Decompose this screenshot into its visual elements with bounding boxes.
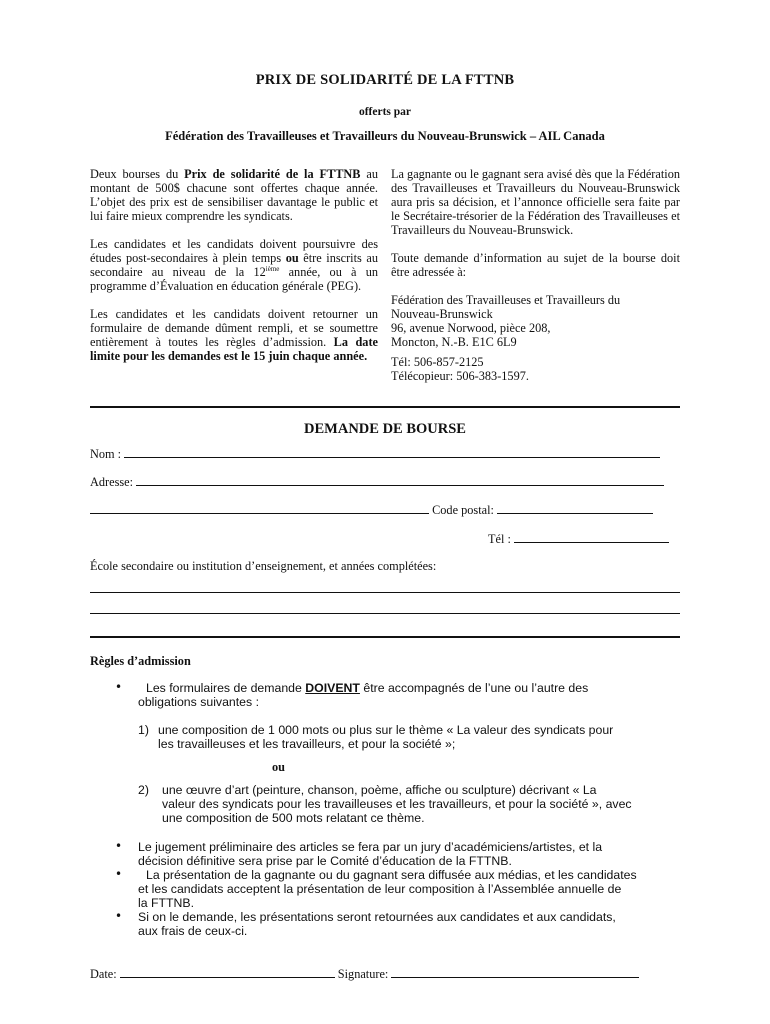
sub-item-2-number: 2) bbox=[138, 783, 149, 797]
school-input-line-2[interactable] bbox=[90, 613, 680, 614]
sub-item-1-number: 1) bbox=[138, 723, 149, 737]
left-paragraph-3: Les candidates et les candidats doivent retourner un formulaire de demande dûment rempli, et se soumettre entièrement à toutes les règles d’admission. La date limite pour les demandes est le 15 juin chaque année. bbox=[90, 307, 378, 363]
right-paragraph-1: La gagnante ou le gagnant sera avisé dès que la Fédération des Travailleuses et Travailleurs du Nouveau-Brunswick aura pris sa décision, et l’annonce officielle sera faite par le Secrétaire-trésorier de la Fédération des Travailleuses et Travailleurs du Nouveau-Brunswick. bbox=[391, 167, 680, 237]
school-label: École secondaire ou institution d’enseignement, et années complétées: bbox=[90, 559, 437, 573]
fax-text: Télécopieur: 506-383-1597. bbox=[391, 369, 529, 383]
postal-code-input-line[interactable] bbox=[497, 502, 653, 514]
bullet-icon: • bbox=[115, 680, 123, 694]
federation-name: Fédération des Travailleuses et Travailleurs du Nouveau-Brunswick – AIL Canada bbox=[165, 129, 605, 143]
section-divider bbox=[90, 406, 680, 408]
rule-item-2: Le jugement préliminaire des articles se fera par un jury d’académiciens/artistes, et la décision définitive sera prise par le Comité d’éducation de la FTTNB. bbox=[138, 840, 603, 868]
date-input-line[interactable] bbox=[120, 966, 335, 978]
address-line2-field[interactable] bbox=[90, 502, 653, 518]
phone-input-line[interactable] bbox=[514, 531, 669, 543]
left-column bbox=[90, 167, 378, 363]
address-label: Adresse: bbox=[90, 475, 134, 489]
signature-label: Signature: bbox=[337, 967, 389, 981]
date-label: Date: bbox=[90, 967, 117, 981]
document-title: PRIX DE SOLIDARITÉ DE LA FTTNB bbox=[255, 72, 515, 88]
right-paragraph-2: Toute demande d’information au sujet de la bourse doit être adressée à: bbox=[391, 251, 680, 279]
left-paragraph-1: Deux bourses du Prix de solidarité de la FTTNB au montant de 500$ chacune sont offertes chaque année. L’objet des prix est de sensibiliser davantage le public et lui faire mieux comprendre les syndicats. bbox=[90, 167, 378, 223]
address-line-4: Moncton, N.-B. E1C 6L9 bbox=[391, 335, 517, 349]
bullet-icon: • bbox=[115, 909, 123, 923]
signature-input-line[interactable] bbox=[391, 966, 639, 978]
school-input-line-1[interactable] bbox=[90, 592, 680, 593]
address-line-1: Fédération des Travailleuses et Travailleurs du bbox=[391, 293, 621, 307]
offered-by-text: offerts par bbox=[358, 106, 412, 118]
phone-label: Tél : bbox=[488, 532, 511, 546]
rule-item-3: La présentation de la gagnante ou du gagnant sera diffusée aux médias, et les candidates et les candidats acceptent la présentation de leur composition à l’Assemblée annuelle de la FTTNB. bbox=[138, 868, 637, 910]
date-signature-row bbox=[90, 966, 639, 982]
sub-item-2: une œuvre d’art (peinture, chanson, poème, affiche ou sculpture) décrivant « La valeur des syndicats pour les travailleuses et les travailleurs, et pour la société », avec une composition de 500 mots relatant ce thème. bbox=[162, 783, 632, 825]
right-column bbox=[391, 167, 680, 383]
address-line-3: 96, avenue Norwood, pièce 208, bbox=[391, 321, 551, 335]
name-input-line[interactable] bbox=[124, 446, 660, 458]
address-line2-input-line[interactable] bbox=[90, 502, 429, 514]
form-divider bbox=[90, 636, 680, 638]
address-line-2: Nouveau-Brunswick bbox=[391, 307, 493, 321]
form-title: DEMANDE DE BOURSE bbox=[304, 421, 466, 437]
address-input-line[interactable] bbox=[136, 474, 664, 486]
name-label: Nom : bbox=[90, 447, 122, 461]
rules-title: Règles d’admission bbox=[90, 654, 191, 668]
address-field[interactable] bbox=[90, 474, 664, 490]
name-field[interactable] bbox=[90, 446, 660, 462]
phone-field[interactable] bbox=[488, 531, 669, 547]
rule-item-1: Les formulaires de demande DOIVENT être accompagnés de l’une ou l’autre des obligations suivantes : bbox=[138, 681, 589, 709]
postal-code-label: Code postal: bbox=[432, 503, 494, 517]
left-paragraph-2: Les candidates et les candidats doivent poursuivre des études post-secondaires à plein temps ou être inscrits au secondaire au niveau de la 12ième année, ou à un programme d’Évaluation en éducation générale (PEG). bbox=[90, 237, 379, 293]
rule-item-4: Si on le demande, les présentations seront retournées aux candidates et aux candidats, aux frais de ceux-ci. bbox=[138, 910, 616, 938]
bullet-icon: • bbox=[115, 867, 123, 881]
bullet-icon: • bbox=[115, 839, 123, 853]
sub-item-1: une composition de 1 000 mots ou plus sur le thème « La valeur des syndicats pour les travailleuses et les travailleurs, et pour la société »; bbox=[158, 723, 614, 751]
or-text: ou bbox=[272, 760, 285, 774]
phone-text: Tél: 506-857-2125 bbox=[391, 355, 484, 369]
